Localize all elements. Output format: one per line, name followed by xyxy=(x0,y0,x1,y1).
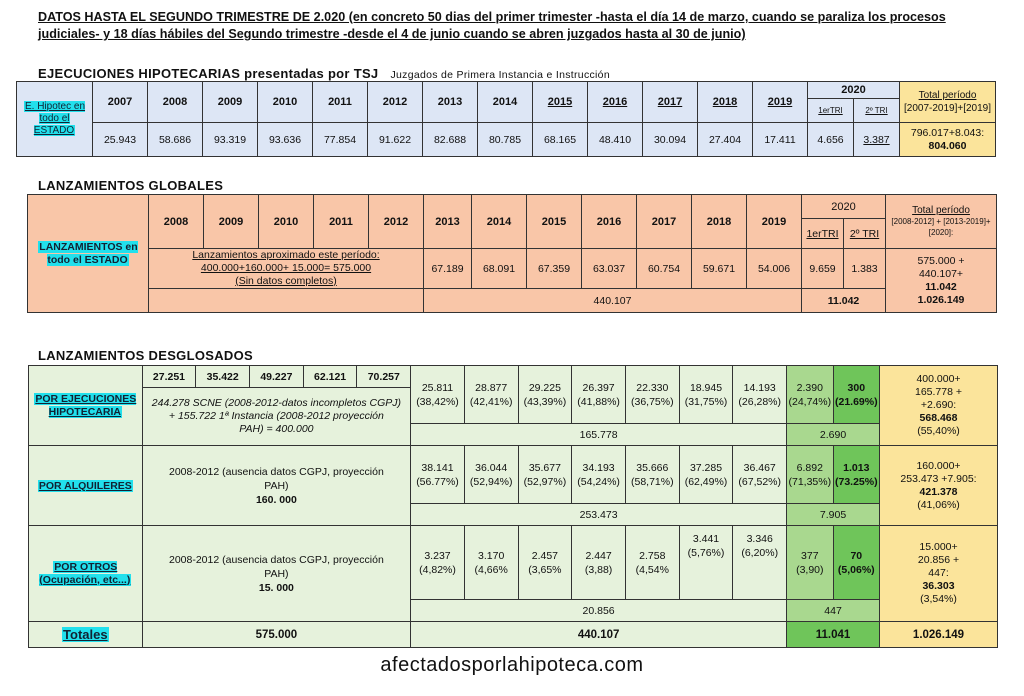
value-cell: 17.411 xyxy=(753,123,808,157)
value-cell: 60.754 xyxy=(637,249,692,289)
year-header: 2010 xyxy=(258,82,313,123)
total-periodo-label: Total período xyxy=(912,205,970,216)
value-cell: 67.189 xyxy=(424,249,472,289)
section3-title: LANZAMIENTOS DESGLOSADOS xyxy=(38,348,253,363)
value-cell xyxy=(679,446,733,504)
year-header: 2014 xyxy=(478,82,533,123)
percent: (3,88) xyxy=(584,563,613,576)
total-line: 15.000+ xyxy=(919,541,958,553)
value-cell xyxy=(411,526,465,600)
value-cell xyxy=(625,366,679,424)
note-otros xyxy=(142,526,411,622)
total-line: 400.000+ xyxy=(916,373,961,385)
year-header: 2011 xyxy=(313,82,368,123)
note-value: 160. 000 xyxy=(255,493,297,506)
total-periodo-label: Total período xyxy=(918,90,977,101)
value: 28.877 xyxy=(475,381,508,394)
value-cell: 82.688 xyxy=(423,123,478,157)
value-cell: 63.037 xyxy=(582,249,637,289)
total-value: 36.303 xyxy=(922,580,955,592)
value-cell: 58.686 xyxy=(148,123,203,157)
value: 38.141 xyxy=(421,461,454,474)
note-alquileres xyxy=(142,446,411,526)
total-periodo-value xyxy=(886,249,997,313)
total-line: +2.690: xyxy=(920,399,957,411)
totals-2020: 11.041 xyxy=(787,622,880,648)
total-periodo-value xyxy=(900,123,996,157)
percent: (52,97%) xyxy=(523,475,567,488)
year-header: 2011 xyxy=(314,195,369,249)
sum-2020: 447 xyxy=(787,600,880,622)
total-line: 447: xyxy=(928,567,949,579)
percent: (42,41%) xyxy=(469,395,513,408)
value: 2.390 xyxy=(796,381,823,394)
sum-2013-2019: 165.778 xyxy=(411,424,787,446)
footer-website: afectadosporlahipoteca.com xyxy=(380,654,644,676)
ejecuciones-table xyxy=(16,81,996,157)
percent: (3,90) xyxy=(796,563,824,576)
percent: (73.25%) xyxy=(834,475,878,488)
section1-subtitle: Juzgados de Primera Instancia e Instrucción xyxy=(390,69,610,81)
value-cell: 68.091 xyxy=(472,249,527,289)
percent: (26,28%) xyxy=(738,395,782,408)
value: 29.225 xyxy=(528,381,561,394)
row-label-otros xyxy=(29,526,143,622)
totals-2008-2012: 575.000 xyxy=(142,622,411,648)
value-cell xyxy=(572,526,626,600)
totals-2013-2019: 440.107 xyxy=(411,622,787,648)
year-header: 2014 xyxy=(472,195,527,249)
early-value: 62.121 xyxy=(303,366,357,388)
percent: (4,66% xyxy=(474,563,508,576)
percent: (4,82%) xyxy=(419,563,456,576)
row-label-hipotecaria-text: POR EJECUCIONES HIPOTECARIA xyxy=(35,392,137,418)
percent: (62,49%) xyxy=(684,475,728,488)
value-cell xyxy=(518,366,572,424)
totals-label xyxy=(29,622,143,648)
total-formula: 796.017+8.043: xyxy=(910,126,985,139)
lanzamientos-globales-table xyxy=(27,194,997,313)
percent: (67,52%) xyxy=(738,475,782,488)
percent: (58,71%) xyxy=(631,475,674,488)
sum-2013-2019: 20.856 xyxy=(411,600,787,622)
percent: (5,06%) xyxy=(837,563,875,576)
total-periodo-header xyxy=(886,195,997,249)
total-percent: (41,06%) xyxy=(917,498,960,511)
section1-title xyxy=(38,66,610,81)
year-header: 2017 xyxy=(637,195,692,249)
quarter-2-header: 2º TRI xyxy=(854,99,900,123)
percent: (21.69%) xyxy=(834,395,878,408)
value-2020-q2: 3.387 xyxy=(854,123,900,157)
value: 2.447 xyxy=(585,549,612,562)
sum-2013-2019: 253.473 xyxy=(411,504,787,526)
total-periodo-range: [2007-2019]+[2019] xyxy=(904,103,992,114)
value-cell xyxy=(411,446,465,504)
value: 25.811 xyxy=(421,381,454,394)
percent: (41,88%) xyxy=(577,395,620,408)
value-cell: 48.410 xyxy=(588,123,643,157)
value-cell xyxy=(733,366,787,424)
value-cell: 30.094 xyxy=(643,123,698,157)
value-cell: 68.165 xyxy=(533,123,588,157)
value-cell: 59.671 xyxy=(692,249,747,289)
note-line: 2008-2012 (ausencia datos CGPJ, proyección xyxy=(168,465,384,478)
value: 377 xyxy=(801,549,819,562)
row-label-otros-text: POR OTROS (Ocupación, etc...) xyxy=(39,560,131,586)
value: 14.193 xyxy=(743,381,776,394)
value-cell xyxy=(572,446,626,504)
value: 36.044 xyxy=(475,461,508,474)
total-percent: (3,54%) xyxy=(920,593,957,605)
value: 6.892 xyxy=(796,461,823,474)
value-2020-q1: 4.656 xyxy=(808,123,854,157)
value-cell xyxy=(518,446,572,504)
year-header: 2015 xyxy=(527,195,582,249)
value-2020-q2 xyxy=(833,526,879,600)
row-label-alquileres-text: POR ALQUILERES xyxy=(38,479,132,492)
year-header: 2016 xyxy=(588,82,643,123)
total-value: 421.378 xyxy=(919,485,958,498)
quarter-1-header: 1erTRI xyxy=(808,99,854,123)
value: 35.666 xyxy=(636,461,669,474)
value-cell: 67.359 xyxy=(527,249,582,289)
value: 70 xyxy=(850,549,863,562)
approx-line-3: (Sin datos completos) xyxy=(235,275,337,287)
note-line: + 155.722 1ª Instancia (2008-2012 proyección xyxy=(168,410,384,422)
value-cell: 27.404 xyxy=(698,123,753,157)
approx-2008-2012 xyxy=(149,249,424,289)
value-cell xyxy=(464,366,518,424)
blank-2008-2012 xyxy=(149,289,424,313)
lanzamientos-desglosados-table xyxy=(28,365,998,648)
year-header: 2018 xyxy=(698,82,753,123)
note-line: PAH) xyxy=(264,479,289,492)
value-2020-q1 xyxy=(787,446,833,504)
note-line: PAH) = 400.000 xyxy=(239,423,314,435)
value-2020-q2 xyxy=(833,366,879,424)
quarter-2-header: 2º TRI xyxy=(844,219,886,249)
value: 36.467 xyxy=(743,461,776,474)
value-cell xyxy=(679,526,733,600)
value-cell xyxy=(679,366,733,424)
year-header: 2016 xyxy=(582,195,637,249)
percent: (71,35%) xyxy=(788,475,832,488)
value-2020-q1 xyxy=(787,366,833,424)
percent: (24,74%) xyxy=(788,395,832,408)
row-total-alquileres xyxy=(880,446,998,526)
value-cell xyxy=(464,446,518,504)
value-cell xyxy=(464,526,518,600)
total-line-1: 575.000 + xyxy=(917,254,965,267)
value-cell: 54.006 xyxy=(747,249,802,289)
note-value: 15. 000 xyxy=(258,581,294,594)
year-header: 2013 xyxy=(423,82,478,123)
percent: (52,94%) xyxy=(469,475,513,488)
value-cell xyxy=(572,366,626,424)
year-header: 2008 xyxy=(148,82,203,123)
percent: (5,76%) xyxy=(687,547,725,559)
total-line: 165.778 + xyxy=(915,386,963,398)
total-line: 160.000+ xyxy=(916,459,961,472)
value: 35.677 xyxy=(528,461,561,474)
year-header: 2012 xyxy=(368,82,423,123)
value: 37.285 xyxy=(689,461,723,474)
value: 18.945 xyxy=(689,381,723,394)
sum-2013-2019: 440.107 xyxy=(424,289,802,313)
early-value: 70.257 xyxy=(357,366,411,388)
value: 3.237 xyxy=(424,549,451,562)
percent: (6,20%) xyxy=(741,547,779,559)
approx-line-2: 400.000+160.000+ 15.000= 575.000 xyxy=(200,262,372,274)
year-header: 2019 xyxy=(747,195,802,249)
totals-all: 1.026.149 xyxy=(880,622,998,648)
value-cell: 77.854 xyxy=(313,123,368,157)
sum-2020: 2.690 xyxy=(787,424,880,446)
value-cell: 91.622 xyxy=(368,123,423,157)
value-cell xyxy=(411,366,465,424)
row-label-hipotecaria xyxy=(29,366,143,446)
value: 3.441 xyxy=(692,533,720,545)
year-header: 2010 xyxy=(259,195,314,249)
year-header: 2009 xyxy=(203,82,258,123)
total-line: 20.856 + xyxy=(917,554,960,566)
value-2020-q2: 1.383 xyxy=(844,249,886,289)
year-2020-header: 2020 xyxy=(802,195,886,219)
percent: (36,75%) xyxy=(631,395,674,408)
value: 2.758 xyxy=(639,549,666,562)
note-line: 2008-2012 (ausencia datos CGPJ, proyección xyxy=(168,553,384,566)
percent: (4,54% xyxy=(635,563,669,576)
total-value: 568.468 xyxy=(919,412,958,424)
year-header: 2013 xyxy=(424,195,472,249)
value: 34.193 xyxy=(582,461,615,474)
early-value: 35.422 xyxy=(196,366,250,388)
total-line-3: 11.042 xyxy=(925,280,957,293)
value: 1.013 xyxy=(843,461,870,474)
total-value: 1.026.149 xyxy=(917,293,965,306)
value: 2.457 xyxy=(531,549,559,562)
row-total-hipotecaria xyxy=(880,366,998,446)
lanzamientos-row-label-text: LANZAMIENTOS en todo el ESTADO xyxy=(39,240,138,266)
year-header: 2019 xyxy=(753,82,808,123)
percent: (43,39%) xyxy=(523,395,567,408)
value: 3.346 xyxy=(746,533,773,545)
percent: (54,24%) xyxy=(577,475,620,488)
value-cell xyxy=(733,446,787,504)
total-line: 253.473 +7.905: xyxy=(900,472,977,485)
total-line-2: 440.107+ xyxy=(918,267,964,280)
report-title: DATOS HASTA EL SEGUNDO TRIMESTRE DE 2.020 (en concreto 50 dias del primer trimester -hasta el día 14 de marzo, cuando se paraliza los procesos judiciales- y 18 días hábiles del Segundo trimestre -desde el 4 de junio cuando se abren juzgados hasta al 30 de junio) xyxy=(38,10,946,41)
totals-label-text: Totales xyxy=(63,627,108,642)
value-2020-q1 xyxy=(787,526,833,600)
value-2020-q1: 9.659 xyxy=(802,249,844,289)
quarter-1-header: 1erTRI xyxy=(802,219,844,249)
section1-title-text: EJECUCIONES HIPOTECARIAS presentadas por TSJ xyxy=(38,66,379,81)
early-value: 27.251 xyxy=(142,366,196,388)
year-2020-header: 2020 xyxy=(808,82,900,99)
year-header: 2007 xyxy=(93,82,148,123)
lanzamientos-row-label xyxy=(28,195,149,313)
value: 3.170 xyxy=(478,549,505,562)
percent: (3,65% xyxy=(528,563,562,576)
ejecuciones-row-label xyxy=(17,82,93,157)
value: 300 xyxy=(847,381,866,394)
total-value: 804.060 xyxy=(928,139,967,152)
sum-2020: 7.905 xyxy=(787,504,880,526)
note-hipotecaria xyxy=(142,388,411,446)
year-header: 2018 xyxy=(692,195,747,249)
percent: (38,42%) xyxy=(416,395,459,408)
value-cell xyxy=(625,526,679,600)
year-header: 2009 xyxy=(204,195,259,249)
ejecuciones-row-label-text: E. Hipotec en todo el ESTADO xyxy=(24,101,86,136)
percent: (56.77%) xyxy=(416,475,459,488)
value-cell xyxy=(733,526,787,600)
sum-2020: 11.042 xyxy=(802,289,886,313)
note-line: PAH) xyxy=(264,567,289,580)
note-line: 244.278 SCNE (2008-2012-datos incompletos CGPJ) xyxy=(151,397,401,409)
value: 26.397 xyxy=(582,381,615,394)
year-header: 2015 xyxy=(533,82,588,123)
value-2020-q2 xyxy=(833,446,879,504)
value: 22.330 xyxy=(636,381,669,394)
value-cell xyxy=(625,446,679,504)
total-percent: (55,40%) xyxy=(917,425,960,437)
percent: (31,75%) xyxy=(684,395,728,408)
row-total-otros xyxy=(880,526,998,622)
total-periodo-header xyxy=(900,82,996,123)
approx-line-1: Lanzamientos aproximado este período: xyxy=(192,249,380,261)
value-cell: 93.636 xyxy=(258,123,313,157)
value-cell xyxy=(518,526,572,600)
early-value: 49.227 xyxy=(250,366,304,388)
row-label-alquileres xyxy=(29,446,143,526)
year-header: 2012 xyxy=(369,195,424,249)
total-periodo-ranges: [2008-2012] + [2013-2019]+ [2020]: xyxy=(891,217,991,237)
value-cell: 93.319 xyxy=(203,123,258,157)
value-cell: 80.785 xyxy=(478,123,533,157)
section2-title: LANZAMIENTOS GLOBALES xyxy=(38,178,224,193)
year-header: 2008 xyxy=(149,195,204,249)
year-header: 2017 xyxy=(643,82,698,123)
value-cell: 25.943 xyxy=(93,123,148,157)
